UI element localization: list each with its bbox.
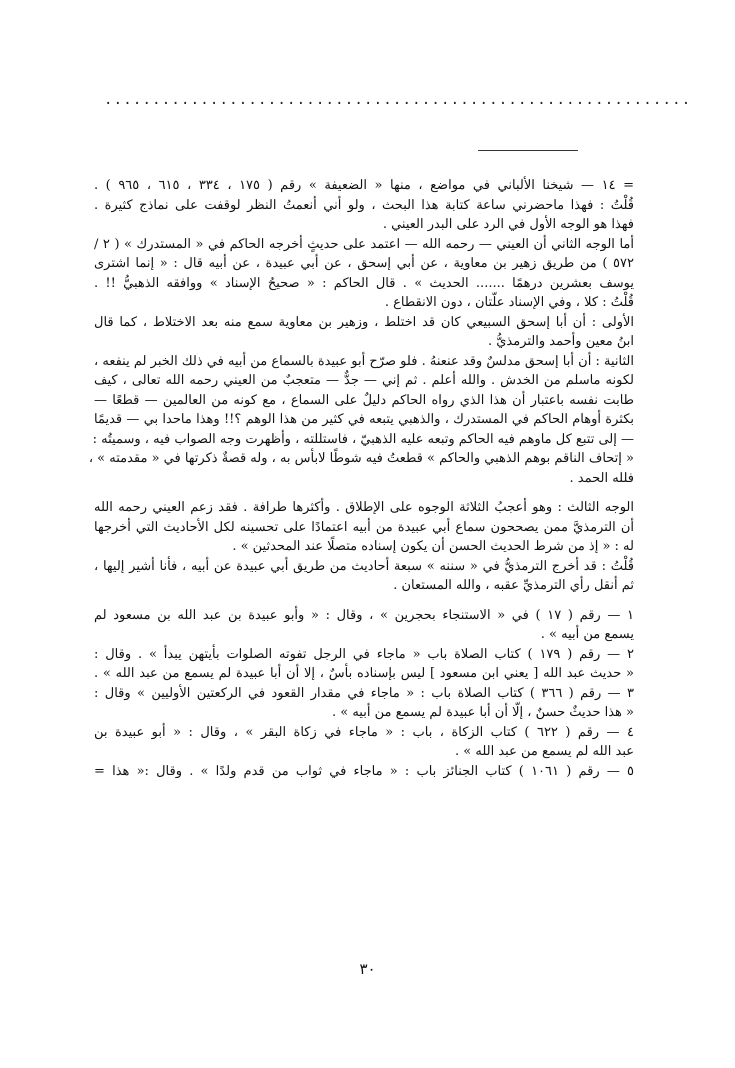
paragraph-gap bbox=[94, 488, 634, 498]
paragraph-line: أن الترمذيَّ ممن يصححون سماع أبي عبيدة من أبيه اعتمادًا على تحسينه لكل الأحاديث التي أخرجها bbox=[94, 519, 634, 535]
paragraph-line: له : « إذ من شرط الحديث الحسن أن يكون إسناده متصلًا عند المحدثين » . bbox=[232, 539, 634, 554]
list-item-line: عبد الله لم يسمع من عبد الله » . bbox=[455, 744, 634, 759]
paragraph-line: ٥٧٢ ) من طريق زهير بن معاوية ، عن أبي إسحق ، عن أبي عبيدة ، عن أبيه قال : « إنما اشترى bbox=[94, 256, 634, 271]
paragraph-line: قُلْتُ : كلا ، وفي الإسناد علّتان ، دون الانقطاع . bbox=[384, 295, 634, 310]
paragraph-line: قُلْتُ : قد أخرج الترمذيُّ في « سننه » سبعة أحاديث من طريق أبي عبيدة عن أبيه ، فأنا أشير إليها ، bbox=[94, 558, 634, 574]
paragraph-line: — إلى تتبع كل ماوهم فيه الحاكم وتبعه عليه الذهبيّ ، فاستللته ، وأظهرت وجه الصواب فيه ، وسميتُه : bbox=[92, 431, 634, 447]
paragraph-line: ابنُ معين وأحمد والترمذيُّ . bbox=[487, 334, 634, 349]
paragraph-line: قُلْتُ : فهذا ماحضرني ساعة كتابة هذا البحث ، ولو أني أنعمتُ النظر لوقفت على نماذج كثيرة . bbox=[94, 197, 634, 213]
paragraph-line: الأولى : أن أبا إسحق السبيعي كان قد اختلط ، وزهير بن معاوية سمع منه بعد الاختلاط ، كما قال bbox=[94, 314, 634, 330]
paragraph-gap bbox=[94, 596, 634, 606]
paragraph-line: ثم أنقل رأي الترمذيِّ عقبه ، والله المستعان . bbox=[393, 578, 634, 593]
paragraph-line: لكونه ماسلم من الخدش . والله أعلم . ثم إني — جدٌّ — متعجبٌ من العيني رحمه الله تعالى ، كيف bbox=[94, 373, 634, 388]
list-item-line: ٢ — رقم ( ١٧٩ ) كتاب الصلاة باب « ماجاء في الرجل تفوته الصلوات بأيتهن يبدأ » . وقال : bbox=[94, 646, 634, 662]
paragraph-line: « إتحاف الناقم بوهم الذهبي والحاكم » قطعتُ فيه شوطًا لابأس به ، وله قصةٌ ذكرتها في « مقدمته » ، bbox=[88, 451, 634, 466]
paragraph-line: الوجه الثالث : وهو أعجبُ الثلاثة الوجوه على الإطلاق . وأكثرها طرافة . فقد زعم العيني رحمه الله bbox=[94, 500, 634, 515]
list-item-line: « هذا حديثٌ حسنٌ ، إلّا أن أبا عبيدة لم يسمع من أبيه » . bbox=[331, 705, 634, 720]
paragraph-line: بكثرة أوهام الحاكم في المستدرك ، والذهبي يتبعه في كثير من هذا الوهم ؟!! وهذا ماحدا بي — قديمًا bbox=[94, 412, 634, 427]
page-body bbox=[88, 176, 635, 781]
footnote-line: = ١٤ — شيخنا الألباني في مواضع ، منها « الضعيفة » رقم ( ١٧٥ ، ٣٣٤ ، ٦١٥ ، ٩٦٥ ) . bbox=[94, 178, 635, 193]
list-item-line: ١ — رقم ( ١٧ ) في « الاستنجاء بحجرين » ، وقال : « وأبو عبيدة بن عبد الله بن مسعود لم bbox=[94, 607, 634, 623]
paragraph-line: أما الوجه الثاني أن العيني — رحمه الله — اعتمد على حديثٍ أخرجه الحاكم في « المستدرك » ( ٢ / bbox=[94, 236, 634, 252]
list-item-line: ٥ — رقم ( ١٠٦١ ) كتاب الجنائز باب : « ماجاء في ثواب من قدم ولدًا » . وقال :« هذا = bbox=[94, 763, 634, 779]
footnote-rule bbox=[478, 150, 578, 151]
list-item-line: يسمع من أبيه » . bbox=[540, 627, 634, 642]
paragraph-line: فلله الحمد . bbox=[569, 470, 634, 486]
paragraph-line: فهذا هو الوجه الأول في الرد على البدر العيني . bbox=[382, 217, 634, 232]
list-item-line: ٣ — رقم ( ٣٦٦ ) كتاب الصلاة باب : « ماجاء في مقدار القعود في الركعتين الأوليين » وقال : bbox=[94, 685, 634, 701]
dotted-separator: ............................................................. bbox=[104, 92, 692, 108]
paragraph-line: طابت نفسه باعتبار أن هذا الذي رواه الحاكم دليلٌ على السماع ، مع كونه من العالمين — قطعًا — bbox=[94, 392, 634, 408]
list-item-line: « حديث عبد الله [ يعني ابن مسعود ] ليس بإسناده بأسٌ ، إلا أن أبا عبيدة لم يسمع من عبد الله » . bbox=[94, 666, 634, 681]
page-number: ٣٠ bbox=[359, 960, 376, 978]
paragraph-line: يوسف بعشرين درهمًا ....... الحديث » . قال الحاكم : « صحيحُ الإسناد » ووافقه الذهبيُّ !! . bbox=[94, 275, 634, 291]
list-item-line: ٤ — رقم ( ٦٢٢ ) كتاب الزكاة ، باب : « ماجاء في زكاة البقر » ، وقال : « أبو عبيدة بن bbox=[94, 724, 634, 740]
paragraph-line: الثانية : أن أبا إسحق مدلسٌ وقد عنعنهُ . فلو صرّح أبو عبيدة بالسماع من أبيه في ذلك الخبر لم ينفعه ، bbox=[94, 353, 634, 369]
